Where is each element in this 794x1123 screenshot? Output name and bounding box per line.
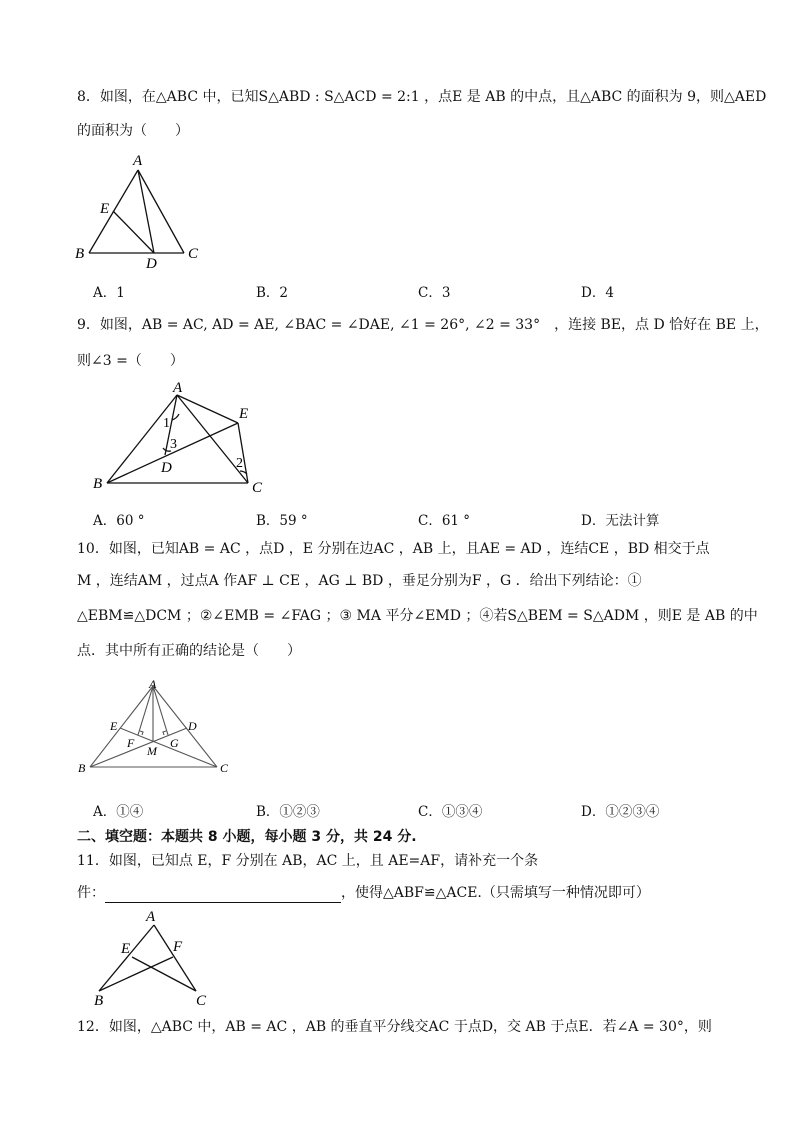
q11-label-e: E — [121, 941, 131, 957]
q10-stem-line4: 点．其中所有正确的结论是（ ） — [77, 643, 301, 659]
q8-option-c[interactable]: C．3 — [418, 285, 451, 301]
q11-stem-line2 — [77, 883, 650, 903]
q8-stem-line1: 8．如图，在△ABC 中，已知S△ABD : S△ACD = 2:1 ，点E 是 AB 的中点，且△ABC 的面积为 9，则△AED — [77, 89, 767, 105]
q8-label-d: D — [146, 256, 157, 272]
q8-segment-ed — [113, 211, 154, 253]
q11-figure — [88, 905, 218, 1010]
q11-label-a: A — [146, 909, 156, 925]
q10-segment-ce — [120, 728, 217, 767]
q8-label-a: A — [133, 153, 143, 169]
q8-stem-line2: 的面积为（ ） — [77, 123, 189, 139]
q9-label-b: B — [93, 476, 103, 492]
q10-option-a[interactable]: A．①④ — [93, 804, 144, 820]
q10-option-b[interactable]: B．①②③ — [256, 804, 320, 820]
q8-label-c: C — [188, 246, 199, 262]
q9-stem-line2: 则∠3 =（ ） — [77, 353, 184, 369]
q10-stem-line3: △EBM≌△DCM ；②∠EMB = ∠FAG ；③ MA 平分∠EMD ；④若S△BEM = S△ADM ，则E 是 AB 的中 — [77, 608, 758, 624]
q9-option-a[interactable]: A．60 ° — [93, 513, 145, 529]
q10-label-a: A — [149, 677, 157, 691]
q9-segment-be — [107, 423, 238, 483]
q8-segment-ac — [138, 170, 184, 253]
q10-label-c: C — [220, 761, 229, 775]
q11-segment-bf — [99, 957, 173, 991]
q10-label-m: M — [147, 744, 157, 758]
q8-label-b: B — [75, 246, 85, 262]
q11-label-f: F — [173, 939, 183, 955]
q10-option-d[interactable]: D．①②③④ — [581, 804, 660, 820]
q10-right-angle-f — [140, 731, 143, 735]
q11-segment-ac — [154, 925, 196, 991]
q9-figure — [85, 378, 275, 500]
q9-segment-ae — [177, 395, 238, 423]
q10-label-b: B — [78, 761, 86, 775]
q11-segment-ab — [99, 925, 154, 991]
q8-label-e: E — [100, 201, 110, 217]
q9-label-angle1: 1 — [163, 416, 170, 431]
q11-label-b: B — [94, 993, 104, 1009]
q8-option-a[interactable]: A．1 — [93, 285, 125, 301]
q9-label-a: A — [173, 380, 183, 396]
q10-label-e: E — [110, 719, 118, 733]
q10-label-g: G — [170, 736, 179, 750]
q11-answer-blank[interactable] — [105, 888, 341, 903]
q8-segment-ad — [138, 170, 154, 253]
q12-stem-line1: 12．如图，△ABC 中，AB = AC ，AB 的垂直平分线交AC 于点D，交 AB 于点E．若∠A = 30°，则 — [77, 1019, 712, 1035]
q10-figure — [72, 675, 237, 780]
q9-label-c: C — [252, 480, 263, 496]
q10-stem-line1: 10．如图，已知AB = AC ，点D ，E 分别在边AC ，AB 上，且AE = AD ，连结CE ，BD 相交于点 — [77, 541, 710, 557]
q10-label-d: D — [188, 719, 197, 733]
q11-segment-ce — [132, 957, 196, 991]
q8-option-d[interactable]: D．4 — [581, 285, 614, 301]
q10-segment-ag — [153, 686, 168, 735]
q9-label-angle2: 2 — [236, 456, 243, 471]
q11-prefix: 件： — [77, 885, 105, 901]
q9-label-e: E — [239, 406, 249, 422]
q10-option-c[interactable]: C．①③④ — [418, 804, 483, 820]
q10-segment-af — [138, 686, 153, 735]
q11-stem-line1: 11．如图，已知点 E，F 分别在 AB，AC 上，且 AE=AF，请补充一个条 — [77, 853, 539, 869]
q9-option-b[interactable]: B．59 ° — [256, 513, 308, 529]
q10-label-f: F — [127, 736, 135, 750]
section-title-fill-in: 二、填空题：本题共 8 小题，每小题 3 分，共 24 分. — [77, 829, 417, 845]
q9-label-angle3: 3 — [170, 437, 177, 452]
q10-stem-line2: M ，连结AM ，过点A 作AF ⊥ CE ，AG ⊥ BD ，垂足分别为F ，G ．给出下列结论：① — [77, 573, 642, 589]
q10-segment-ac — [153, 686, 217, 767]
q10-right-angle-g — [163, 731, 166, 735]
q9-stem-line1: 9．如图，AB = AC, AD = AE, ∠BAC = ∠DAE, ∠1 = 26°, ∠2 = 33° ，连接 BE，点 D 恰好在 BE 上， — [77, 317, 769, 333]
q9-option-c[interactable]: C．61 ° — [418, 513, 471, 529]
q9-option-d[interactable]: D．无法计算 — [581, 513, 660, 529]
q8-option-b[interactable]: B．2 — [256, 285, 289, 301]
q11-label-c: C — [196, 993, 207, 1009]
q9-label-d: D — [161, 460, 172, 476]
q8-figure — [70, 150, 210, 275]
q11-suffix: ，使得△ABF≌△ACE.（只需填写一种情况即可） — [341, 885, 650, 901]
